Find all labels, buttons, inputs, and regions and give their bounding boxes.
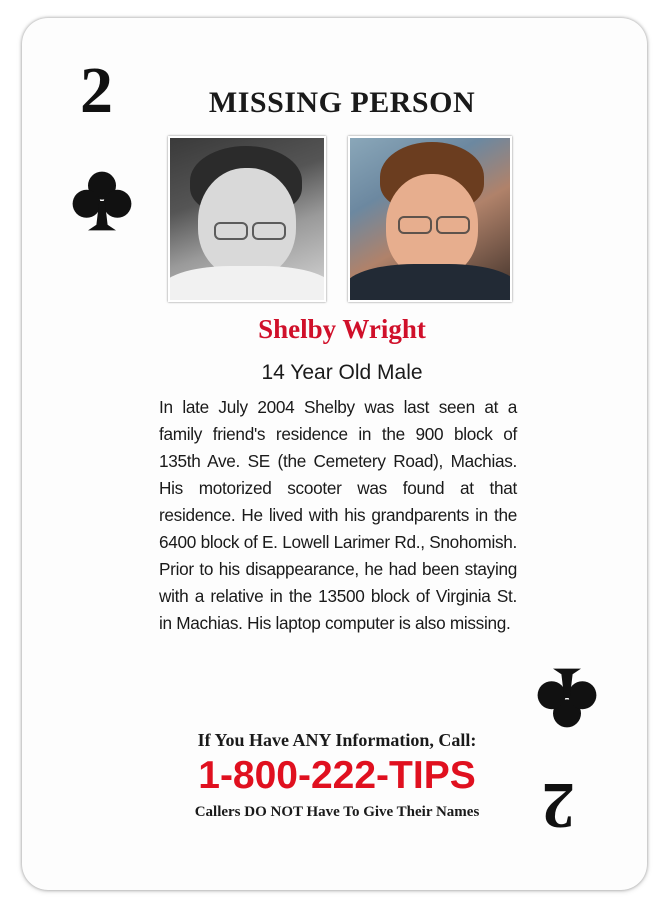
person-description: In late July 2004 Shelby was last seen at a family friend's residence in the 900 block of 135th Ave. SE (the Cemetery Road), Machias. His motorized scooter was found at that residence. He lived with his grandparents in the 6400 block of E. Lowell Larimer Rd., Snohomish. Prior to his disappearance, he had been staying with a relative in the 13500 block of Virginia St. in Machias. His laptop computer is also missing. xyxy=(159,397,517,633)
photo-black-and-white xyxy=(168,136,326,302)
club-icon xyxy=(532,663,602,733)
person-subtitle: 14 Year Old Male xyxy=(261,361,423,384)
person-name: Shelby Wright xyxy=(258,314,426,344)
page-title: MISSING PERSON xyxy=(208,86,476,119)
club-icon xyxy=(67,166,137,236)
rank-top-left: 2 xyxy=(80,54,113,127)
photo-color xyxy=(348,136,512,302)
playing-card xyxy=(22,18,647,890)
contact-prompt: If You Have ANY Information, Call: xyxy=(197,730,477,750)
tip-phone-number: 1-800-222-TIPS xyxy=(198,754,476,797)
anonymity-note: Callers DO NOT Have To Give Their Names xyxy=(194,804,480,820)
rank-bottom-right: 2 xyxy=(542,769,575,842)
